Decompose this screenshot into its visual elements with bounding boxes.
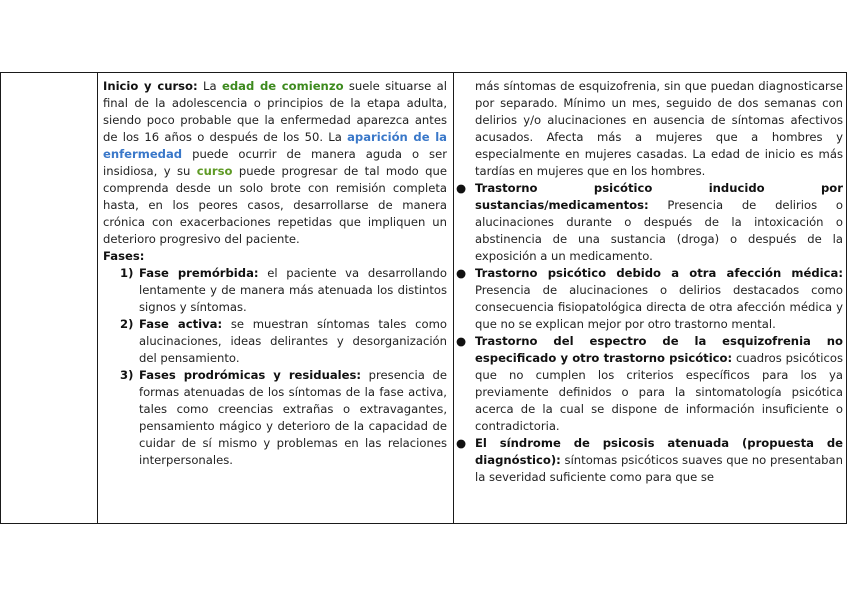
continuation-paragraph: más síntomas de esquizofrenia, sin que puedan diagnosticarse por separado. Mínimo un mes, seguido de dos semanas con delirios y/o alucinaciones en ausencia de síntomas afectivos acusados. Afecta más a mujeres que a hombres y especialmente en mujeres casadas. La edad de inicio es más tardías en mujeres que en los hombres. (475, 79, 843, 178)
phase-title: Fase activa: (139, 317, 223, 331)
phase-item-prodromal-residual (103, 367, 447, 469)
cell-psychotic-disorders (456, 78, 843, 486)
disorder-text: Presencia de delirios o alucinaciones durante o después de la intoxicación o abstinencia de una sustancia (droga) o después de la exposición a un medicamento. (475, 198, 843, 263)
phase-number: 2) (120, 317, 134, 331)
keyword-onset-age: edad de comienzo (221, 79, 344, 93)
disorder-item-attenuated-psychosis (455, 435, 843, 486)
column-divider-right (453, 73, 454, 523)
phase-item-premorbid (103, 265, 447, 316)
phase-text: el paciente va desarrollando lentamente y de manera más atenuada los distintos signos y síntomas. (139, 266, 447, 314)
bullet-icon: ● (456, 436, 467, 450)
disorder-title: Trastorno del espectro de la esquizofrenia no especificado y otro trastorno psicótico: (475, 334, 843, 365)
phase-text: se muestran síntomas tales como alucinaciones, ideas delirantes y desorganización del pensamiento. (139, 317, 447, 365)
disorder-item-unspecified (455, 333, 843, 435)
disorder-item-substance-induced (455, 180, 843, 265)
disorder-item-medical-condition (455, 265, 843, 333)
disorders-list (455, 180, 843, 486)
phase-title: Fase premórbida: (139, 266, 259, 280)
bullet-icon: ● (456, 181, 467, 195)
bullet-icon: ● (456, 266, 467, 280)
intro-heading: Inicio y curso: (103, 79, 198, 93)
intro-paragraph: Inicio y curso: La edad de comienzo suele situarse al final de la adolescencia o principios de la etapa adulta, siendo poco probable que la enfermedad aparezca antes de los 16 años o después de los 50. La aparición de la enfermedad puede ocurrir de manera aguda o ser insidiosa, y su curso puede progresar de tal modo que comprenda desde un solo brote con remisión completa hasta, en los peores casos, desarrollarse de manera crónica con exacerbaciones repetidas que impliquen un deterioro progresivo del paciente. (103, 79, 447, 246)
bullet-icon: ● (456, 334, 467, 348)
keyword-course: curso (196, 164, 233, 178)
phase-text: presencia de formas atenuadas de los síntomas de la fase activa, tales como creencias extrañas o extravagantes, pensamiento mágico y deterioro de la capacidad de cuidar de sí mismo y problemas en las relaciones interpersonales. (139, 368, 447, 467)
phase-number: 3) (120, 368, 134, 382)
disorder-text: síntomas psicóticos suaves que no presentaban la severidad suficiente como para que se (475, 453, 843, 484)
disorder-title: Trastorno psicótico debido a otra afección médica: (475, 266, 843, 280)
phase-item-active (103, 316, 447, 367)
disorder-text: cuadros psicóticos que no cumplen los criterios específicos para los ya previamente definidos o para la sintomatología psicótica acerca de la cual se dispone de información insuficiente o contradictoria. (475, 351, 843, 433)
keyword-disease-onset: aparición de la enfermedad (103, 130, 447, 161)
phases-heading: Fases: (103, 249, 145, 263)
disorder-title: El síndrome de psicosis atenuada (propuesta de diagnóstico): (475, 436, 843, 467)
cell-course-and-phases (103, 78, 447, 469)
disorder-title: Trastorno psicótico inducido por sustancias/medicamentos: (475, 181, 843, 212)
phase-title: Fases prodrómicas y residuales: (139, 368, 362, 382)
disorder-text: Presencia de alucinaciones o delirios destacados como consecuencia fisiopatológica directa de otra afección médica y que no se explican mejor por otro trastorno mental. (475, 283, 843, 331)
notes-table (0, 72, 847, 524)
column-divider-left (97, 73, 98, 523)
phase-number: 1) (120, 266, 134, 280)
phases-list (103, 265, 447, 469)
